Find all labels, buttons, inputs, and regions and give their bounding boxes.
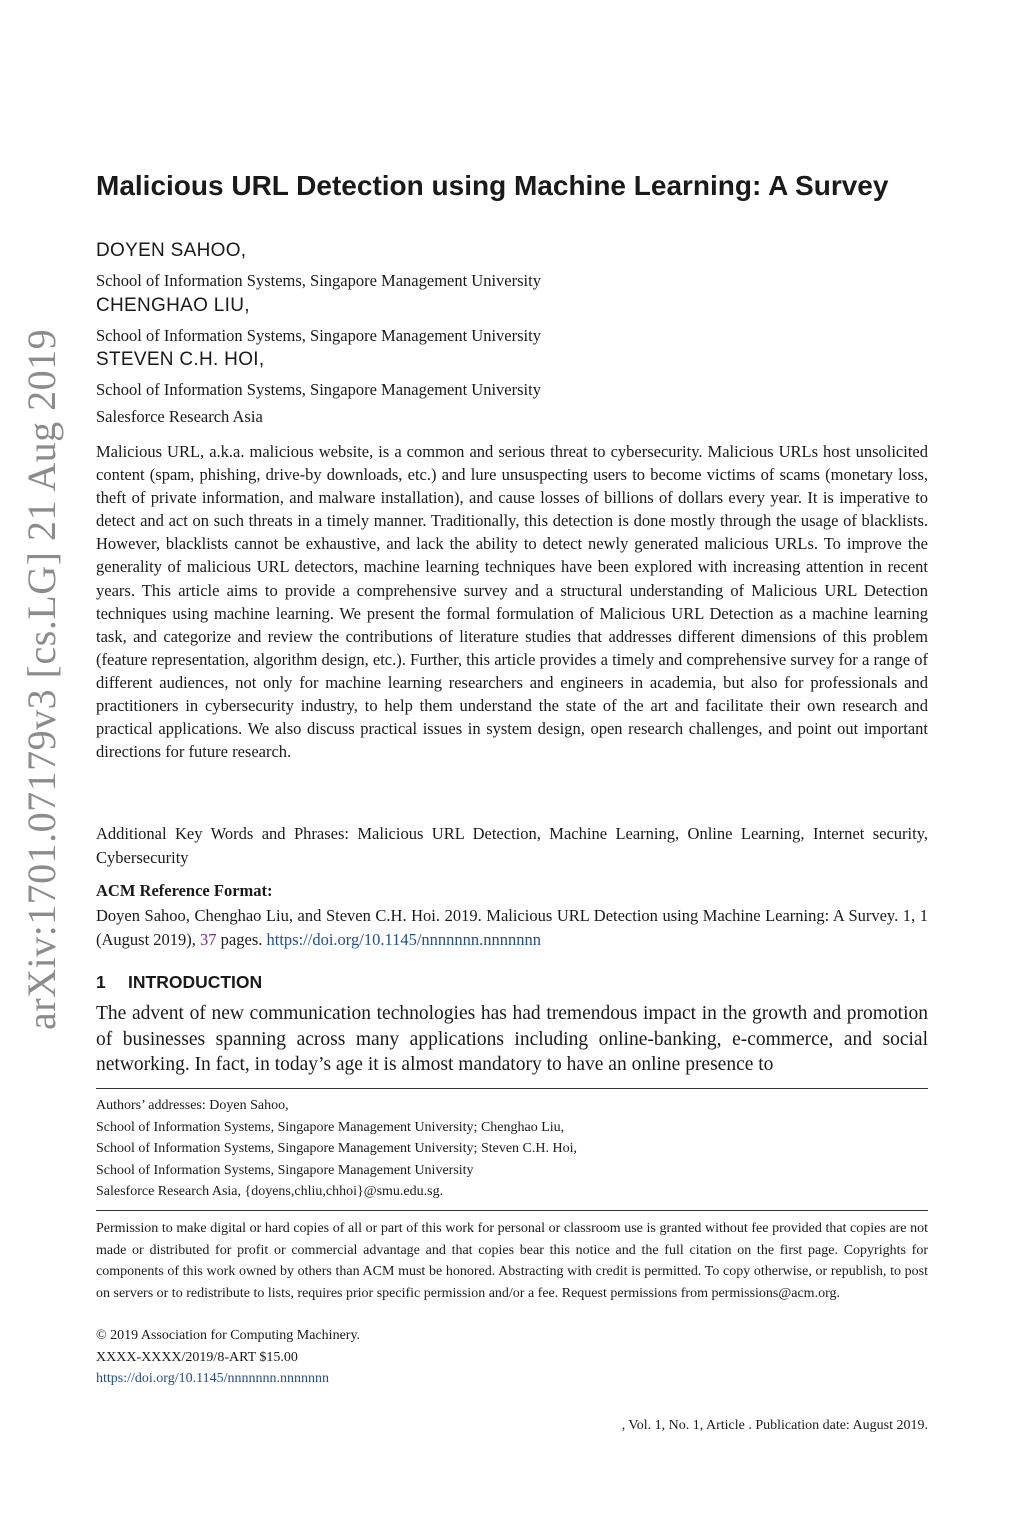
address-line: Authors’ addresses: Doyen Sahoo,	[96, 1098, 289, 1113]
section-title: INTRODUCTION	[128, 972, 263, 992]
pages-word: pages.	[220, 930, 263, 949]
section-heading	[96, 972, 262, 993]
copyright-line: © 2019 Association for Computing Machinery.	[96, 1328, 361, 1343]
author-name-1: DOYEN SAHOO,	[96, 240, 247, 261]
acm-reference	[96, 904, 928, 952]
authors-addresses	[96, 1095, 577, 1203]
author-affiliation-2: School of Information Systems, Singapore Management University	[96, 326, 541, 345]
author-affiliation-3a: School of Information Systems, Singapore Management University	[96, 380, 541, 399]
paper-title: Malicious URL Detection using Machine Learning: A Survey	[96, 170, 889, 201]
intro-paragraph: The advent of new communication technologies has had tremendous impact in the growth and promotion of businesses spanning across many applications including online-banking, e-commerce, and social networking. In fact, in today’s age it is almost mandatory to have an online presence to	[96, 1003, 928, 1075]
acm-reference-heading: ACM Reference Format:	[96, 881, 273, 900]
doi-link[interactable]: https://doi.org/10.1145/nnnnnnn.nnnnnnn	[266, 930, 542, 949]
arxiv-side-stamp: arXiv:1701.07179v3 [cs.LG] 21 Aug 2019	[19, 328, 64, 1030]
address-line: School of Information Systems, Singapore Management University; Steven C.H. Hoi,	[96, 1141, 577, 1156]
copyright-block	[96, 1325, 360, 1390]
author-name-2: CHENGHAO LIU,	[96, 295, 250, 316]
section-number: 1	[96, 972, 106, 992]
page-count-link[interactable]: 37	[200, 930, 217, 949]
abstract: Malicious URL, a.k.a. malicious website, is a common and serious threat to cybersecurity. Malicious URLs host unsolicited content (spam, phishing, drive-by downloads, etc.) and lure unsuspecting users to become victims of scams (monetary loss, theft of private information, and malware installation), and cause losses of billions of dollars every year. It is imperative to detect and act on such threats in a timely manner. Traditionally, this detection is done mostly through the usage of blacklists. However, blacklists cannot be exhaustive, and lack the ability to detect newly generated malicious URLs. To improve the generality of malicious URL detectors, machine learning techniques have been explored with increasing attention in recent years. This article aims to provide a comprehensive survey and a structural understanding of Malicious URL Detection techniques using machine learning. We present the formal formulation of Malicious URL Detection as a machine learning task, and categorize and review the contributions of literature studies that addresses different dimensions of this problem (feature representation, algorithm design, etc.). Further, this article provides a timely and comprehensive survey for a range of different audiences, not only for machine learning researchers and engineers in academia, but also for professionals and practitioners in cybersecurity industry, to help them understand the state of the art and facilitate their own research and practical applications. We also discuss practical issues in system design, open research challenges, and point out important directions for future research.	[96, 442, 928, 762]
address-line: Salesforce Research Asia, {doyens,chliu,chhoi}@smu.edu.sg.	[96, 1184, 444, 1199]
author-affiliation-1: School of Information Systems, Singapore Management University	[96, 271, 541, 290]
address-line: School of Information Systems, Singapore Management University; Chenghao Liu,	[96, 1119, 565, 1135]
doi-footer-link[interactable]: https://doi.org/10.1145/nnnnnnn.nnnnnnn	[96, 1371, 329, 1386]
author-name-3: STEVEN C.H. HOI,	[96, 349, 265, 370]
permission-notice: Permission to make digital or hard copies of all or part of this work for personal or classroom use is granted without fee provided that copies are not made or distributed for profit or commercial advantage and that copies bear this notice and the full citation on the first page. Copyrights for components of this work owned by others than ACM must be honored. Abstracting with credit is permitted. To copy otherwise, or republish, to post on servers or to redistribute to lists, requires prior specific permission and/or a fee. Request permissions from permissions@acm.org.	[96, 1221, 928, 1301]
footnote-divider	[96, 1088, 928, 1089]
acm-reference-text: Doyen Sahoo, Chenghao Liu, and Steven C.H. Hoi. 2019. Malicious URL Detection using Machine Learning: A Survey. 1, 1 (August 2019),	[96, 906, 928, 949]
author-affiliation-3b: Salesforce Research Asia	[96, 407, 263, 426]
address-line: School of Information Systems, Singapore Management University	[96, 1162, 474, 1178]
isbn-line: XXXX-XXXX/2019/8-ART $15.00	[96, 1349, 298, 1365]
page-footer: , Vol. 1, No. 1, Article . Publication date: August 2019.	[621, 1418, 928, 1433]
permission-divider	[96, 1210, 928, 1211]
keywords: Additional Key Words and Phrases: Malicious URL Detection, Machine Learning, Online Learning, Internet security, Cybersecurity	[96, 824, 928, 867]
